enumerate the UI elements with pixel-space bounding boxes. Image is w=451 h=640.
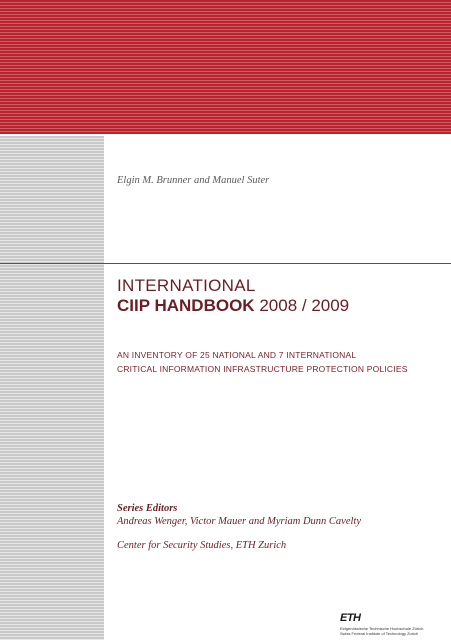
title-line-2	[117, 296, 349, 316]
eth-logo	[340, 612, 444, 638]
title-line-1: INTERNATIONAL	[117, 276, 256, 295]
title-bold: CIIP HANDBOOK	[117, 296, 255, 315]
authors: Elgin M. Brunner and Manuel Suter	[117, 175, 270, 186]
publisher-center: Center for Security Studies, ETH Zurich	[117, 540, 287, 551]
eth-logo-line-1: Eidgenössische Technische Hochschule Zürich	[340, 626, 424, 631]
series-editors-heading: Series Editors	[117, 503, 178, 514]
red-divider-line	[0, 263, 451, 264]
eth-logo-mark: ETH	[340, 612, 361, 624]
subtitle-line-1: AN INVENTORY OF 25 NATIONAL AND 7 INTERNATIONAL	[117, 350, 357, 360]
red-striped-band	[0, 0, 451, 134]
title-years: 2008 / 2009	[259, 296, 350, 315]
subtitle-line-2: CRITICAL INFORMATION INFRASTRUCTURE PROTECTION POLICIES	[117, 364, 408, 374]
eth-logo-line-2: Swiss Federal Institute of Technology Zurich	[340, 631, 419, 636]
series-editors-names: Andreas Wenger, Victor Mauer and Myriam Dunn Cavelty	[117, 516, 361, 527]
grey-striped-column	[0, 136, 104, 640]
subtitle	[117, 348, 408, 376]
